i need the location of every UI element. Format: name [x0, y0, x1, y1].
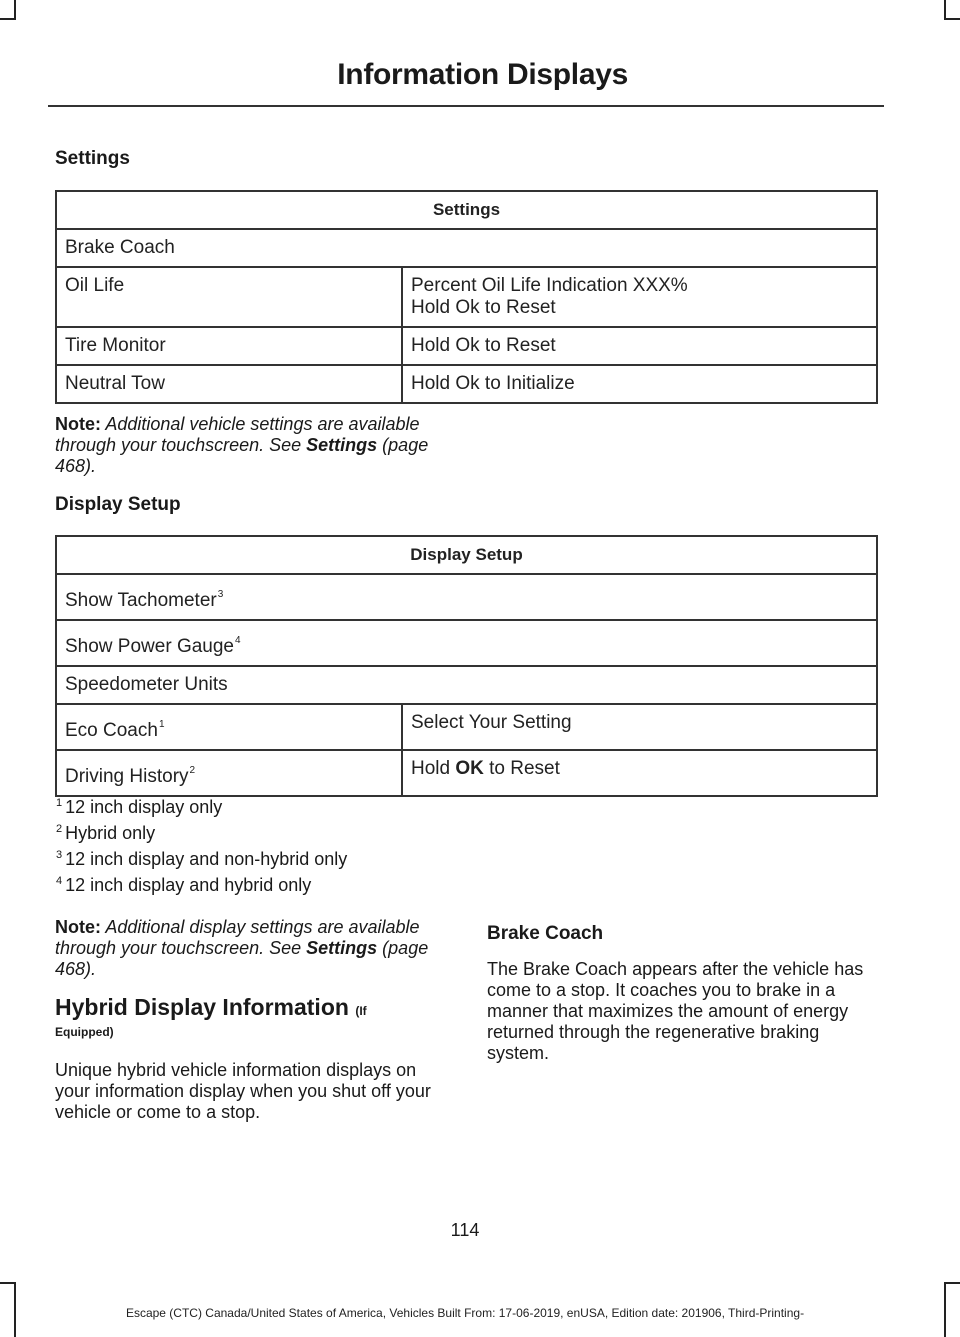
table-row [56, 574, 877, 620]
footnote-ref: 4 [235, 635, 241, 646]
if-equipped-label: (If [355, 1004, 367, 1018]
ok-keyword: OK [455, 758, 484, 779]
crop-mark [0, 18, 16, 20]
table-cell [56, 574, 877, 620]
table-row [56, 267, 877, 327]
note-page-ref: (page 468). [55, 938, 429, 979]
display-setup-table-title: Display Setup [56, 536, 877, 574]
table-row [56, 704, 877, 750]
cell-text: Show Power Gauge [65, 636, 234, 657]
footnote-ref: 1 [158, 719, 165, 730]
table-cell: Oil Life [56, 267, 402, 327]
settings-table [55, 190, 878, 404]
footnote-ref: 3 [217, 589, 224, 600]
table-cell [56, 750, 402, 796]
brake-coach-heading: Brake Coach [487, 923, 604, 944]
crop-mark [944, 1282, 960, 1284]
footnote-ref: 2 [189, 765, 196, 776]
crop-mark [0, 1282, 16, 1284]
table-cell: Brake Coach [56, 229, 877, 267]
table-cell [402, 750, 877, 796]
settings-note [55, 414, 435, 477]
table-cell: Tire Monitor [56, 327, 402, 365]
footnote-text: 12 inch display and hybrid only [65, 875, 312, 895]
crop-mark [14, 0, 16, 20]
table-row [56, 229, 877, 267]
page-footer: Escape (CTC) Canada/United States of America, Vehicles Built From: 17-06-2019, enUSA, Edition date: 201906, Third-Printing- [125, 1306, 805, 1320]
note-text: Additional display settings are available through your touchscreen. See [55, 917, 420, 958]
display-setup-table [55, 535, 878, 797]
note-label: Note: [55, 917, 101, 937]
table-row [56, 666, 877, 704]
settings-heading: Settings [55, 148, 130, 169]
hybrid-heading-text: Hybrid Display Information [55, 994, 349, 1020]
footnote [55, 823, 155, 844]
table-cell [56, 704, 402, 750]
crop-mark [944, 18, 960, 20]
cell-text: Eco Coach [65, 720, 158, 741]
cell-line: Hold Ok to Reset [411, 297, 556, 318]
cell-line: Percent Oil Life Indication XXX% [411, 275, 688, 296]
crop-mark [944, 0, 946, 20]
note-text: Additional vehicle settings are available through your touchscreen. See [55, 414, 420, 455]
footnote [55, 849, 347, 870]
table-cell: Neutral Tow [56, 365, 402, 403]
hybrid-heading [55, 994, 367, 1021]
cell-text: Hold [411, 758, 456, 779]
footnote-number: 4 [56, 875, 63, 887]
settings-link[interactable]: Settings [306, 435, 378, 455]
display-setup-heading: Display Setup [55, 494, 181, 515]
if-equipped-label-cont: Equipped) [55, 1025, 114, 1039]
table-cell: Hold Ok to Initialize [402, 365, 877, 403]
footnote-number: 1 [56, 797, 63, 809]
footnote [55, 875, 311, 896]
footnote-number: 2 [56, 823, 63, 835]
table-cell [56, 620, 877, 666]
table-cell [402, 267, 877, 327]
cell-text: Show Tachometer [65, 590, 217, 611]
table-cell: Select Your Setting [402, 704, 877, 750]
page-number: 114 [450, 1220, 480, 1240]
page-header-title: Information Displays [337, 58, 628, 91]
cell-text: to Reset [483, 758, 560, 779]
table-cell: Speedometer Units [56, 666, 877, 704]
settings-table-title: Settings [56, 191, 877, 229]
crop-mark [944, 1282, 946, 1337]
cell-text: Driving History [65, 766, 189, 787]
display-note [55, 917, 435, 980]
table-row [56, 327, 877, 365]
footnote [55, 797, 222, 818]
settings-link[interactable]: Settings [306, 938, 378, 958]
table-row [56, 750, 877, 796]
table-cell: Hold Ok to Reset [402, 327, 877, 365]
footnote-text: Hybrid only [65, 823, 156, 843]
footnote-text: 12 inch display only [65, 797, 223, 817]
footnote-number: 3 [56, 849, 63, 861]
header-divider [48, 105, 884, 107]
footnote-text: 12 inch display and non-hybrid only [65, 849, 348, 869]
table-row [56, 620, 877, 666]
table-row [56, 365, 877, 403]
note-page-ref: (page 468). [55, 435, 429, 476]
hybrid-paragraph: Unique hybrid vehicle information displays on your information display when you shut off your vehicle or come to a stop. [55, 1060, 431, 1122]
brake-coach-paragraph: The Brake Coach appears after the vehicle has come to a stop. It coaches you to brake in a manner that maximizes the amount of energy returned through the regenerative braking system. [487, 959, 864, 1063]
note-label: Note: [55, 414, 101, 434]
